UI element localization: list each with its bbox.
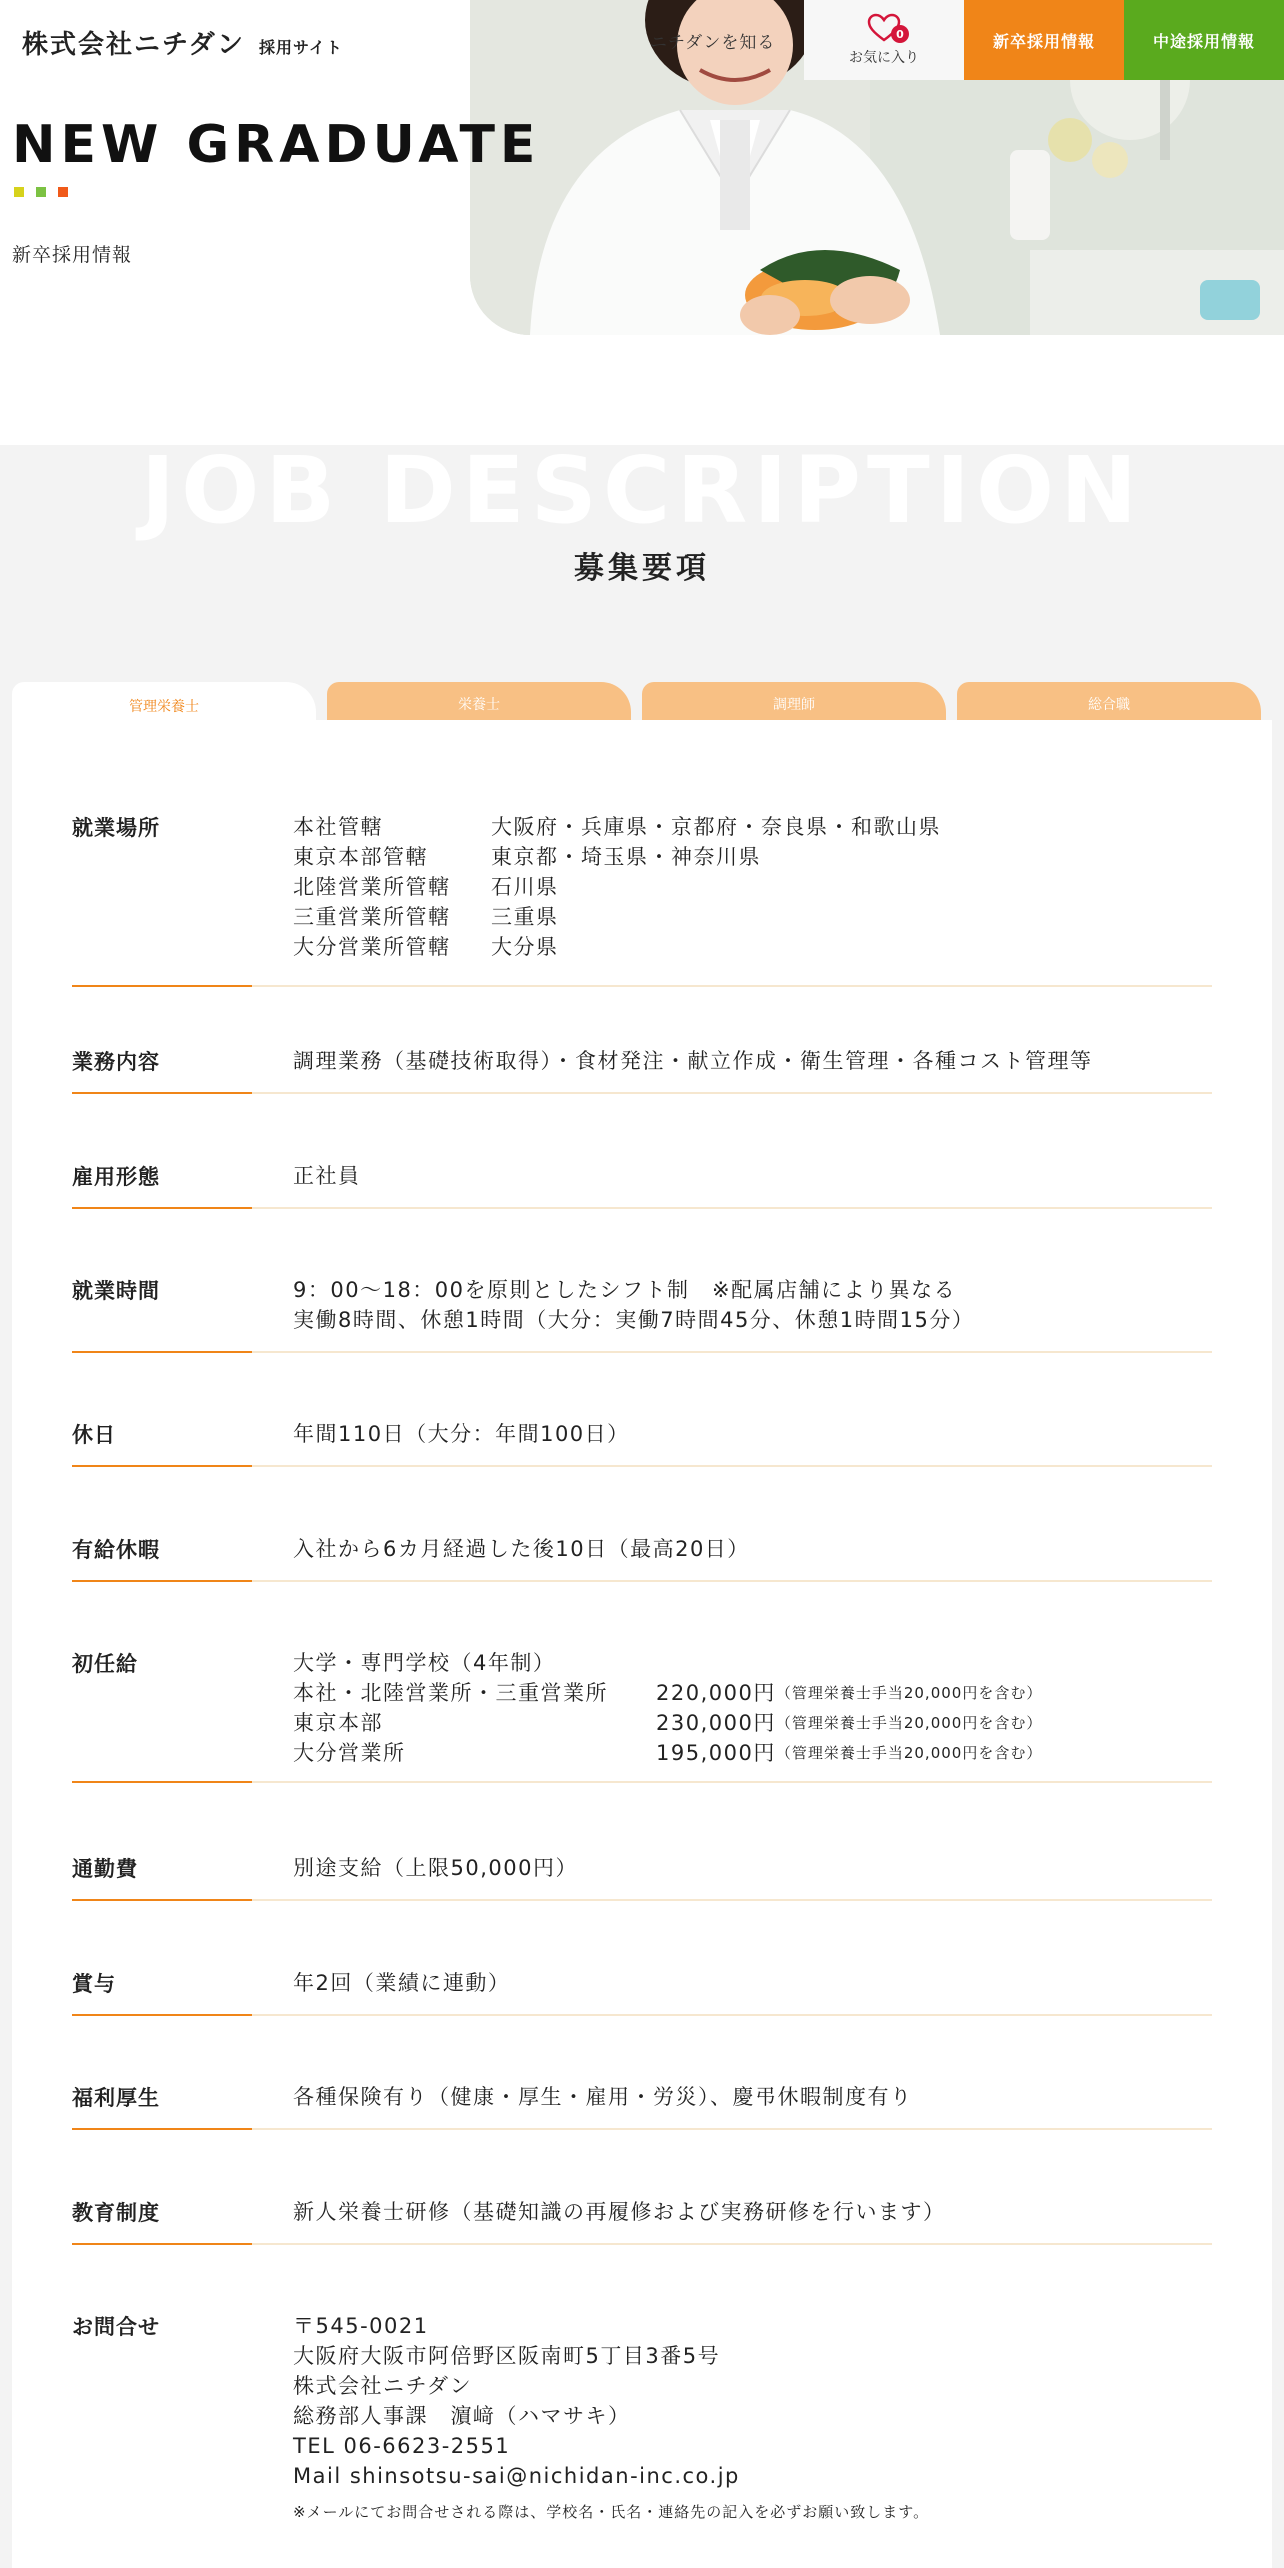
row-head: お問合せ bbox=[72, 2315, 160, 2339]
location-key: 東京本部管轄 bbox=[293, 845, 428, 869]
contact-note: ※メールにてお問合せされる際は、学校名・氏名・連絡先の記入を必ずお願い致します。 bbox=[293, 2503, 930, 2521]
location-value: 東京都・埼玉県・神奈川県 bbox=[491, 845, 761, 869]
mid-career-button[interactable]: 中途採用情報 bbox=[1124, 0, 1284, 80]
salary-note: （管理栄養士手当20,000円を含む） bbox=[775, 1714, 1043, 1732]
row-body bbox=[293, 1648, 1212, 1768]
tab-chouriishi[interactable]: 調理師 bbox=[642, 682, 946, 726]
location-key: 北陸営業所管轄 bbox=[293, 875, 451, 899]
location-key: 大分営業所管轄 bbox=[293, 935, 451, 959]
location-item bbox=[293, 902, 1212, 932]
section-title: 募集要項 bbox=[574, 551, 710, 586]
hero-title: NEW GRADUATE bbox=[12, 115, 541, 175]
row-body: 年2回（業績に連動） bbox=[293, 1971, 511, 1995]
location-item bbox=[293, 812, 1212, 842]
row-divider bbox=[72, 1351, 1212, 1353]
site-label: 採用サイト bbox=[258, 38, 343, 57]
row-divider bbox=[72, 1580, 1212, 1582]
location-value: 石川県 bbox=[491, 875, 559, 899]
contact-address: 大阪府大阪市阿倍野区阪南町5丁目3番5号 bbox=[293, 2344, 721, 2368]
favorites-label: お気に入り bbox=[849, 50, 919, 66]
dot-green bbox=[36, 187, 46, 197]
row-head: 業務内容 bbox=[72, 1050, 160, 1074]
location-value: 大分県 bbox=[491, 935, 559, 959]
salary-amount: 195,000円 bbox=[656, 1741, 776, 1765]
row-divider bbox=[72, 1781, 1212, 1783]
row-head: 就業場所 bbox=[72, 816, 160, 840]
row-divider bbox=[72, 2243, 1212, 2245]
location-item bbox=[293, 842, 1212, 872]
row-divider bbox=[72, 1899, 1212, 1901]
favorites-button[interactable] bbox=[804, 0, 964, 80]
row-head: 就業時間 bbox=[72, 1279, 160, 1303]
row-body bbox=[293, 812, 1212, 962]
row-body: 入社から6カ月経過した後10日（最高20日） bbox=[293, 1537, 750, 1561]
contact-postcode: 〒545-0021 bbox=[293, 2314, 429, 2338]
site-logo[interactable] bbox=[22, 24, 343, 61]
row-divider bbox=[72, 1465, 1212, 1467]
salary-item bbox=[293, 1678, 1212, 1708]
salary-amount: 230,000円 bbox=[656, 1711, 776, 1735]
row-head: 通勤費 bbox=[72, 1857, 138, 1881]
row-divider bbox=[72, 2014, 1212, 2016]
row-divider bbox=[72, 2128, 1212, 2130]
hero-dots bbox=[14, 187, 68, 197]
location-value: 大阪府・兵庫県・京都府・奈良県・和歌山県 bbox=[491, 815, 941, 839]
tab-kanri-eiyoushi[interactable]: 管理栄養士 bbox=[12, 682, 316, 730]
row-body: 別途支給（上限50,000円） bbox=[293, 1856, 578, 1880]
tab-sougoushoku[interactable]: 総合職 bbox=[957, 682, 1261, 726]
new-grad-button[interactable]: 新卒採用情報 bbox=[964, 0, 1124, 80]
company-name[interactable]: 株式会社ニチダン bbox=[22, 30, 245, 60]
salary-amount: 220,000円 bbox=[656, 1681, 776, 1705]
row-body: 年間110日（大分：年間100日） bbox=[293, 1422, 630, 1446]
hero-subtitle: 新卒採用情報 bbox=[12, 244, 133, 266]
salary-intro: 大学・専門学校（4年制） bbox=[293, 1651, 556, 1675]
row-body bbox=[293, 1275, 1212, 1335]
row-body bbox=[293, 2311, 1212, 2523]
row-head: 賞与 bbox=[72, 1972, 116, 1996]
row-divider bbox=[72, 1092, 1212, 1094]
location-key: 本社管轄 bbox=[293, 815, 383, 839]
location-value: 三重県 bbox=[491, 905, 559, 929]
row-body: 調理業務（基礎技術取得）・食材発注・献立作成・衛生管理・各種コスト管理等 bbox=[293, 1049, 1093, 1073]
salary-item bbox=[293, 1708, 1212, 1738]
hours-line: 9：00～18：00を原則としたシフト制 ※配属店舗により異なる bbox=[293, 1278, 957, 1302]
tab-eiyoushi[interactable]: 栄養士 bbox=[327, 682, 631, 726]
location-item bbox=[293, 932, 1212, 962]
row-divider bbox=[72, 1207, 1212, 1209]
contact-person: 総務部人事課 濵﨑（ハマサキ） bbox=[293, 2404, 631, 2428]
heart-icon bbox=[867, 13, 904, 43]
contact-company: 株式会社ニチダン bbox=[293, 2374, 473, 2398]
job-description-section bbox=[0, 437, 1284, 2568]
salary-office: 本社・北陸営業所・三重営業所 bbox=[293, 1681, 608, 1705]
row-body: 各種保険有り（健康・厚生・雇用・労災）、慶弔休暇制度有り bbox=[293, 2085, 913, 2109]
location-key: 三重営業所管轄 bbox=[293, 905, 451, 929]
dot-red bbox=[58, 187, 68, 197]
row-head: 雇用形態 bbox=[72, 1165, 160, 1189]
salary-item bbox=[293, 1738, 1212, 1768]
favorites-count-badge: 0 bbox=[891, 25, 909, 43]
hours-line: 実働8時間、休憩1時間（大分：実働7時間45分、休憩1時間15分） bbox=[293, 1308, 975, 1332]
salary-office: 東京本部 bbox=[293, 1711, 383, 1735]
row-head: 初任給 bbox=[72, 1652, 138, 1676]
salary-note: （管理栄養士手当20,000円を含む） bbox=[775, 1684, 1043, 1702]
row-head: 休日 bbox=[72, 1423, 116, 1447]
location-item bbox=[293, 872, 1212, 902]
background-heading: JOB DESCRIPTION bbox=[140, 437, 1144, 544]
row-head: 有給休暇 bbox=[72, 1538, 160, 1562]
salary-office: 大分営業所 bbox=[293, 1741, 406, 1765]
nav-about-link[interactable]: ニチダンを知る bbox=[650, 33, 776, 53]
row-body: 新人栄養士研修（基礎知識の再履修および実務研修を行います） bbox=[293, 2200, 946, 2224]
row-head: 教育制度 bbox=[72, 2201, 160, 2225]
row-head: 福利厚生 bbox=[72, 2086, 160, 2110]
job-detail-panel bbox=[12, 720, 1272, 2568]
row-divider bbox=[72, 985, 1212, 987]
contact-tel[interactable]: TEL 06-6623-2551 bbox=[293, 2434, 511, 2458]
hero bbox=[0, 0, 1284, 335]
contact-mail[interactable]: Mail shinsotsu-sai@nichidan-inc.co.jp bbox=[293, 2464, 740, 2488]
salary-note: （管理栄養士手当20,000円を含む） bbox=[775, 1744, 1043, 1762]
dot-yellow bbox=[14, 187, 24, 197]
row-body: 正社員 bbox=[293, 1164, 361, 1188]
